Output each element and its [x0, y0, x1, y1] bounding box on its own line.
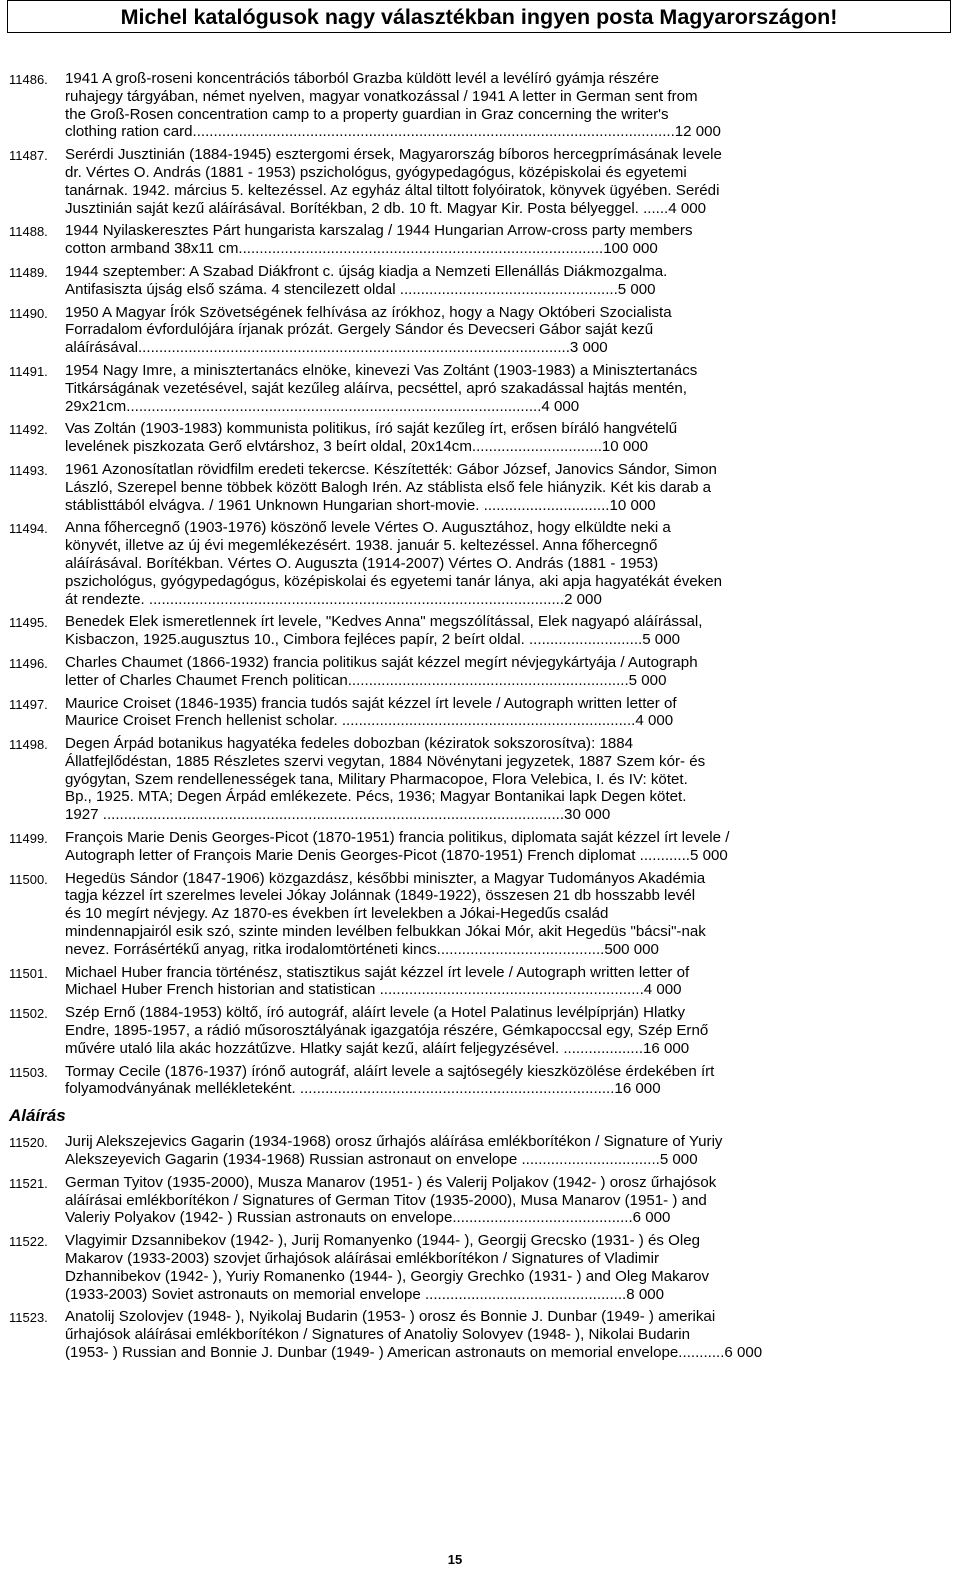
entry-description	[65, 870, 909, 959]
entry-description	[65, 1232, 909, 1303]
catalog-entry	[9, 461, 909, 514]
entry-line: László, Szerepel benne többek között Balogh Irén. Az stáblista első fele hiányzik. Két kis darab a	[65, 478, 712, 496]
entry-line: Jusztinián saját kezű aláírásával. Borítékban, 2 db. 10 ft. Magyar Kir. Posta bélyeggel. ......4 000	[65, 199, 707, 217]
entry-line: Állatfejlődéstan, 1885 Részletes szervi vegytan, 1884 Növénytani jegyzetek, 1887 Szem kór- és	[65, 752, 706, 770]
entry-line: pszichológus, gyógypedagógus, középiskolai és egyetemi tanár lánya, aki apja hagyatékát éveken	[65, 572, 722, 590]
entry-number: 11492.	[9, 422, 48, 438]
entry-number: 11499.	[9, 831, 48, 847]
entry-line: 1961 Azonosítatlan rövidfilm eredeti tekercse. Készítették: Gábor József, Janovics Sándor, Simon	[65, 460, 717, 478]
entry-line: aláírásával.......................................................................................................3 000	[65, 339, 608, 357]
entry-line: François Marie Denis Georges-Picot (1870-1951) francia politikus, diplomata saját kézzel írt levele /	[65, 829, 730, 847]
entry-line: könyvét, illetve az új évi megemlékezésért. 1938. január 5. keltezéssel. Anna főhercegnő	[65, 537, 658, 555]
entry-number: 11487.	[9, 148, 48, 164]
entry-line: mindennapjairól esik szó, szinte minden levélben felbukkan Jókai Mór, akit Hegedüs "bácsi"-nak	[65, 923, 706, 941]
entry-number: 11523.	[9, 1310, 48, 1326]
entry-line: át rendezte. ...................................................................................................2 000	[65, 590, 602, 608]
entry-line: aláírásával. Borítékban. Vértes O. Auguszta (1914-2007) Vértes O. András (1881 - 1953)	[65, 554, 659, 572]
entry-line: Tormay Cecile (1876-1937) írónő autográf, aláírt levele a sajtósegély kieszközölése érdekében írt	[65, 1062, 715, 1080]
entry-number: 11520.	[9, 1135, 48, 1151]
entry-line: Maurice Croiset French hellenist scholar. ......................................................................4 000	[65, 712, 674, 730]
entry-line: Anatolij Szolovjev (1948- ), Nyikolaj Budarin (1953- ) orosz és Bonnie J. Dunbar (1949- ) amerikai	[65, 1308, 716, 1326]
entry-line: folyamodványának mellékleteként. ...........................................................................16 000	[65, 1080, 661, 1098]
entry-line: Hegedüs Sándor (1847-1906) közgazdász, későbbi miniszter, a Magyar Tudományos Akadémia	[65, 869, 706, 887]
entry-number: 11503.	[9, 1064, 48, 1080]
entry-number: 11502.	[9, 1006, 48, 1022]
catalog-entry	[9, 519, 909, 608]
entry-line: (1953- ) Russian and Bonnie J. Dunbar (1949- ) American astronauts on memorial envelope...........6 000	[65, 1344, 763, 1361]
page-banner: Michel katalógusok nagy választékban ingyen posta Magyarországon!	[7, 0, 951, 33]
entry-description	[65, 146, 909, 217]
entry-description	[65, 1063, 909, 1099]
entry-line: Maurice Croiset (1846-1935) francia tudós saját kézzel írt levele / Autograph written letter of	[65, 694, 677, 712]
catalog-entry	[9, 420, 909, 456]
entry-number: 11486.	[9, 72, 48, 87]
entry-number: 11521.	[9, 1175, 48, 1191]
entry-line: űrhajósok aláírásai emlékborítékon / Signatures of Anatoliy Solovyev (1948- ), Nikolai Budarin	[65, 1326, 691, 1344]
entry-line: ruhajegy tárgyában, német nyelven, magyar vonatkozással / 1941 A letter in German sent from	[65, 87, 698, 105]
entry-line: 1954 Nagy Imre, a minisztertanács elnöke, kinevezi Vas Zoltánt (1903-1983) a Minisztertanács	[65, 361, 698, 379]
entry-line: Degen Árpád botanikus hagyatéka fedeles dobozban (kéziratok sokszorosítva): 1884	[65, 735, 634, 753]
catalog-entry	[9, 222, 909, 258]
catalog-entry	[9, 304, 909, 357]
section-heading: Aláírás	[9, 1106, 66, 1126]
catalog-entry	[9, 263, 909, 299]
catalog-entry	[9, 1308, 909, 1361]
entry-description	[65, 263, 909, 299]
entry-line: 29x21cm...................................................................................................4 000	[65, 397, 580, 415]
entry-line: Forradalom évfordulójára írjanak prózát. Gergely Sándor és Devecseri Gábor saját kezű	[65, 321, 654, 339]
entry-line: Serérdi Jusztinián (1884-1945) esztergomi érsek, Magyarország bíboros hercegprímásának levele	[65, 146, 722, 164]
entry-line: Anna főhercegnő (1903-1976) köszönő levele Vértes O. Augusztához, hogy elküldte neki a	[65, 519, 671, 537]
entry-description	[65, 1133, 909, 1169]
catalog-entry	[9, 964, 909, 1000]
catalog-entry	[9, 1133, 909, 1169]
entry-line: Michael Huber French historian and statistican ...............................................................4 000	[65, 981, 682, 999]
catalog-entries	[9, 70, 909, 1367]
entry-number: 11494.	[9, 521, 48, 537]
catalog-entry	[9, 362, 909, 415]
entry-description	[65, 735, 909, 824]
entry-description	[65, 695, 909, 731]
entry-line: aláírásai emlékborítékon / Signatures of German Titov (1935-2000), Musa Manarov (1951- ) and	[65, 1191, 707, 1209]
entry-number: 11498.	[9, 737, 48, 753]
catalog-entry	[9, 870, 909, 959]
entry-line: 1944 szeptember: A Szabad Diákfront c. újság kiadja a Nemzeti Ellenállás Diákmozgalma.	[65, 262, 668, 280]
catalog-entry	[9, 695, 909, 731]
entry-line: the Groß-Rosen concentration camp to a property guardian in Graz concerning the writer's	[65, 105, 669, 123]
entry-number: 11501.	[9, 965, 48, 981]
entry-number: 11489.	[9, 264, 48, 280]
entry-line: Titkárságának vezetésével, saját kezűleg aláírva, pecséttel, apró szakadással hajtás mentén,	[65, 379, 687, 397]
entry-number: 11497.	[9, 696, 48, 712]
entry-description	[65, 964, 909, 1000]
entry-line: Vlagyimir Dzsannibekov (1942- ), Jurij Romanyenko (1944- ), Georgij Grecsko (1931- ) és Oleg	[65, 1232, 701, 1250]
catalog-entry	[9, 1232, 909, 1303]
entry-line: 1944 Nyilaskeresztes Párt hungarista karszalag / 1944 Hungarian Arrow-cross party members	[65, 222, 693, 240]
entry-line: Jurij Alekszejevics Gagarin (1934-1968) orosz űrhajós aláírása emlékborítékon / Signature of Yuriy	[65, 1133, 723, 1151]
entry-number: 11491.	[9, 363, 48, 379]
entry-number: 11490.	[9, 305, 48, 321]
entry-description	[65, 461, 909, 514]
entry-line: 1950 A Magyar Írók Szövetségének felhívása az írókhoz, hogy a Nagy Októberi Szocialista	[65, 303, 672, 321]
entry-description	[65, 1308, 909, 1361]
entry-description	[65, 70, 909, 141]
entry-number: 11496.	[9, 655, 48, 671]
entry-description	[65, 613, 909, 649]
catalog-entry	[9, 829, 909, 865]
entry-line: clothing ration card...................................................................................................................12 000	[65, 123, 721, 141]
entry-line: cotton armband 38x11 cm.......................................................................................100 000	[65, 240, 658, 258]
entry-line: Dzhannibekov (1942- ), Yuriy Romanenko (1944- ), Georgiy Grechko (1931- ) and Oleg Makarov	[65, 1267, 710, 1285]
catalog-entry	[9, 1063, 909, 1099]
entry-description	[65, 420, 909, 456]
catalog-entry	[9, 654, 909, 690]
entry-line: nevez. Forrásértékű anyag, ritka irodalomtörténeti kincs........................................500 000	[65, 940, 659, 958]
entry-number: 11493.	[9, 462, 48, 478]
entry-description	[65, 304, 909, 357]
entry-description	[65, 1004, 909, 1057]
catalog-entry	[9, 146, 909, 217]
catalog-entry	[9, 1174, 909, 1227]
entry-line: Charles Chaumet (1866-1932) francia politikus saját kézzel megírt névjegykártyája / Autograph	[65, 653, 698, 671]
entry-line: Vas Zoltán (1903-1983) kommunista politikus, író saját kezűleg írt, erősen bíráló hangvételű	[65, 420, 678, 438]
entry-line: German Tyitov (1935-2000), Musza Manarov (1951- ) és Valerij Poljakov (1942- ) orosz űrhajósok	[65, 1173, 717, 1191]
entry-line: Endre, 1895-1957, a rádió műsorosztályának igazgatója részére, Gémkapoccsal egy, Szép Ernő	[65, 1022, 709, 1040]
entry-description	[65, 222, 909, 258]
entry-line: Kisbaczon, 1925.augusztus 10., Cimbora fejléces papír, 2 beírt oldal. ...........................5 000	[65, 631, 680, 649]
entry-line: (1933-2003) Soviet astronauts on memorial envelope ................................................8 000	[65, 1285, 665, 1303]
entry-description	[65, 362, 909, 415]
entry-description	[65, 654, 909, 690]
entry-description	[65, 1174, 909, 1227]
entry-line: és 10 megírt névjegy. Az 1870-es években írt levelekben a Jókai-Hegedűs család	[65, 905, 609, 923]
entry-description	[65, 519, 909, 608]
entry-line: Benedek Elek ismeretlennek írt levele, "Kedves Anna" megszólítással, Elek nagyapó aláírással,	[65, 613, 703, 631]
entry-line: Bp., 1925. MTA; Degen Árpád emlékezete. Pécs, 1936; Magyar Bontanikai lapk Degen kötet.	[65, 788, 687, 806]
page-number: 15	[447, 1552, 463, 1567]
catalog-entry	[9, 735, 909, 824]
entry-number: 11488.	[9, 224, 48, 240]
entry-line: tanárnak. 1942. március 5. keltezéssel. Az egyház által tiltott folyóiratok, könyvek ügyében. Serédi	[65, 181, 720, 199]
entry-description	[65, 829, 909, 865]
catalog-entry	[9, 613, 909, 649]
entry-number: 11500.	[9, 871, 48, 887]
entry-line: Michael Huber francia történész, statisztikus saját kézzel írt levele / Autograph written letter of	[65, 963, 690, 981]
entry-line: Szép Ernő (1884-1953) költő, író autográf, aláírt levele (a Hotel Palatinus levélpíprján) Hlatky	[65, 1004, 686, 1022]
entry-line: Autograph letter of François Marie Denis Georges-Picot (1870-1951) French diplomat ............5 000	[65, 846, 728, 864]
entry-line: Makarov (1933-2003) szovjet űrhajósok aláírásai emlékborítékon / Signatures of Vladimir	[65, 1250, 659, 1268]
entry-number: 11495.	[9, 615, 48, 631]
catalog-entry	[9, 1004, 909, 1057]
entry-line: Antifasiszta újság első száma. 4 stencilezett oldal ....................................................5 000	[65, 280, 656, 298]
entry-line: művére utaló lila akác hozzátűzve. Hlatky saját kezű, aláírt feljegyzésével. ...................16 000	[65, 1039, 690, 1057]
entry-line: Alekszeyevich Gagarin (1934-1968) Russian astronaut on envelope .................................5 000	[65, 1151, 698, 1169]
entry-line: dr. Vértes O. András (1881 - 1953) pszichológus, gyógypedagógus, középiskolai és egyetemi	[65, 163, 687, 181]
entry-number: 11522.	[9, 1234, 48, 1250]
entry-line: levelének piszkozata Gerő elvtárshoz, 3 beírt oldal, 20x14cm...............................10 000	[65, 438, 649, 456]
entry-line: Valeriy Polyakov (1942- ) Russian astronauts on envelope...........................................6 000	[65, 1209, 671, 1227]
catalog-entry	[9, 70, 909, 141]
entry-line: 1941 A groß-roseni koncentrációs táborból Grazba küldött levél a levélíró gyámja részére	[65, 70, 659, 87]
entry-line: 1927 ..............................................................................................................30 000	[65, 806, 611, 824]
entry-line: stáblisttából elvágva. / 1961 Unknown Hungarian short-movie. ..............................10 000	[65, 496, 656, 514]
entry-line: tagja kézzel írt szerelmes levelei Jókay Jolánnak (1849-1922), összesen 21 db hosszabb levél	[65, 887, 696, 905]
entry-line: gyógytan, Szem rendellenességek tana, Military Pharmacopoe, Flora Velebica, I. és IV: kötet.	[65, 770, 688, 788]
entry-line: letter of Charles Chaumet French politican...................................................................5 000	[65, 671, 667, 689]
